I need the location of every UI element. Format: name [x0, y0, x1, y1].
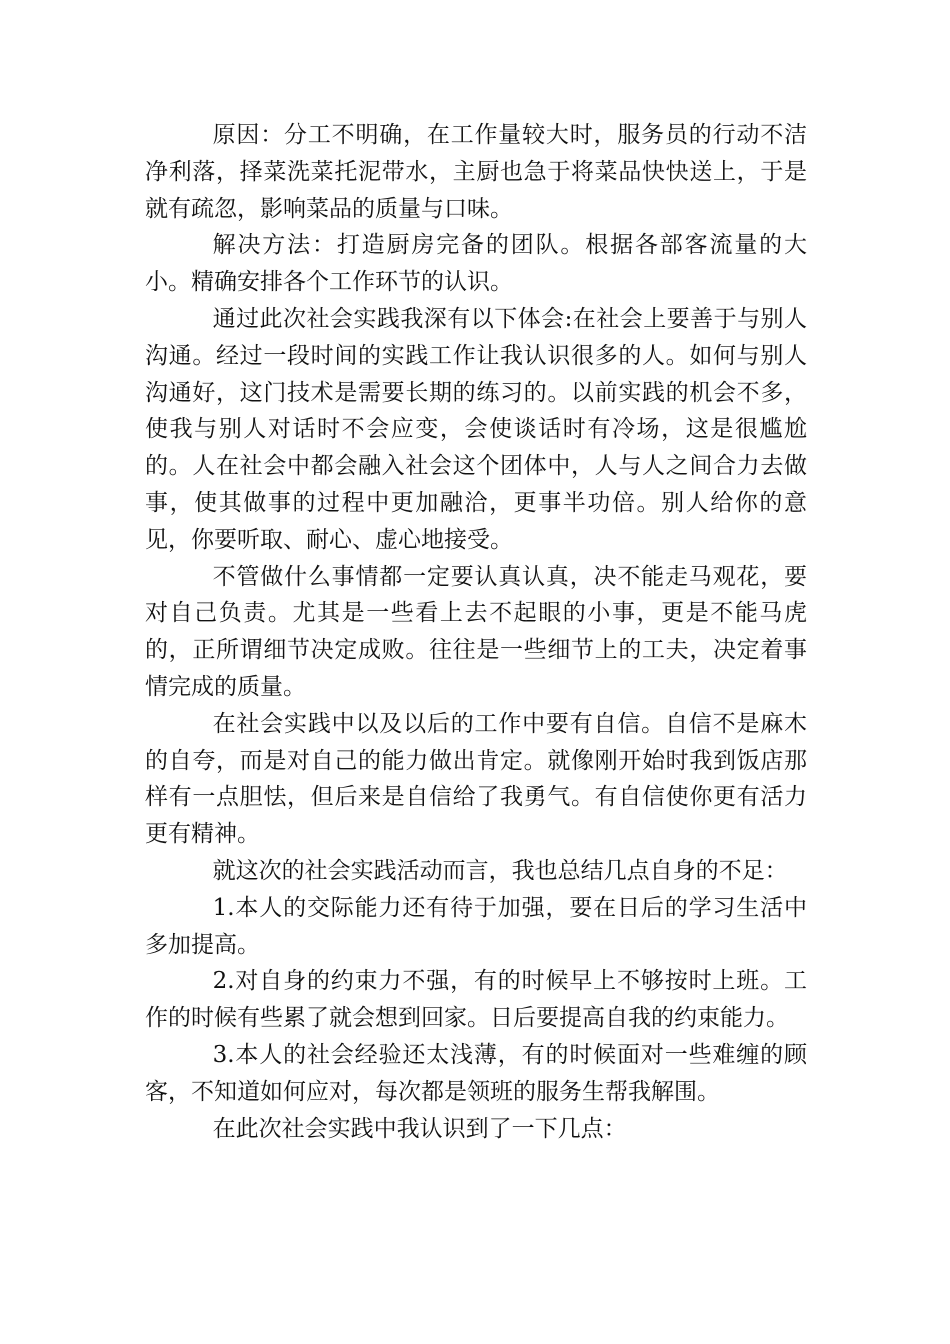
paragraph-cause: 原因：分工不明确，在工作量较大时，服务员的行动不洁净利落，择菜洗菜托泥带水，主厨也急于将菜品快快送上，于是就有疏忽，影响菜品的质量与口味。	[145, 122, 807, 222]
paragraph-solution: 解决方法：打造厨房完备的团队。根据各部客流量的大小。精确安排各个工作环节的认识。	[145, 232, 807, 296]
paragraph-lessons-intro: 在此次社会实践中我认识到了一下几点：	[212, 1115, 627, 1142]
list-item-shortcoming-3: 3.本人的社会经验还太浅薄，有的时候面对一些难缠的顾客，不知道如何应对，每次都是领班的服务生帮我解围。	[145, 1041, 807, 1105]
paragraph-shortcomings-intro: 就这次的社会实践活动而言，我也总结几点自身的不足：	[212, 857, 788, 884]
list-item-shortcoming-2: 2.对自身的约束力不强，有的时候早上不够按时上班。工作的时候有些累了就会想到回家。日后要提高自我的约束能力。	[145, 968, 807, 1032]
paragraph-diligence: 不管做什么事情都一定要认真认真，决不能走马观花，要对自己负责。尤其是一些看上去不起眼的小事，更是不能马虎的，正所谓细节决定成败。往往是一些细节上的工夫，决定着事情完成的质量。	[145, 563, 807, 700]
list-item-shortcoming-1: 1.本人的交际能力还有待于加强，要在日后的学习生活中多加提高。	[145, 894, 807, 958]
paragraph-communication: 通过此次社会实践我深有以下体会:在社会上要善于与别人沟通。经过一段时间的实践工作让我认识很多的人。如何与别人沟通好，这门技术是需要长期的练习的。以前实践的机会不多，使我与别人对话时不会应变，会使谈话时有冷场，这是很尴尬的。人在社会中都会融入社会这个团体中，人与人之间合力去做事，使其做事的过程中更加融洽，更事半功倍。别人给你的意见，你要听取、耐心、虚心地接受。	[145, 305, 807, 553]
document-body	[145, 117, 807, 1147]
paragraph-confidence: 在社会实践中以及以后的工作中要有自信。自信不是麻木的自夸，而是对自己的能力做出肯定。就像刚开始时我到饭店那样有一点胆怯，但后来是自信给了我勇气。有自信使你更有活力更有精神。	[145, 710, 807, 848]
